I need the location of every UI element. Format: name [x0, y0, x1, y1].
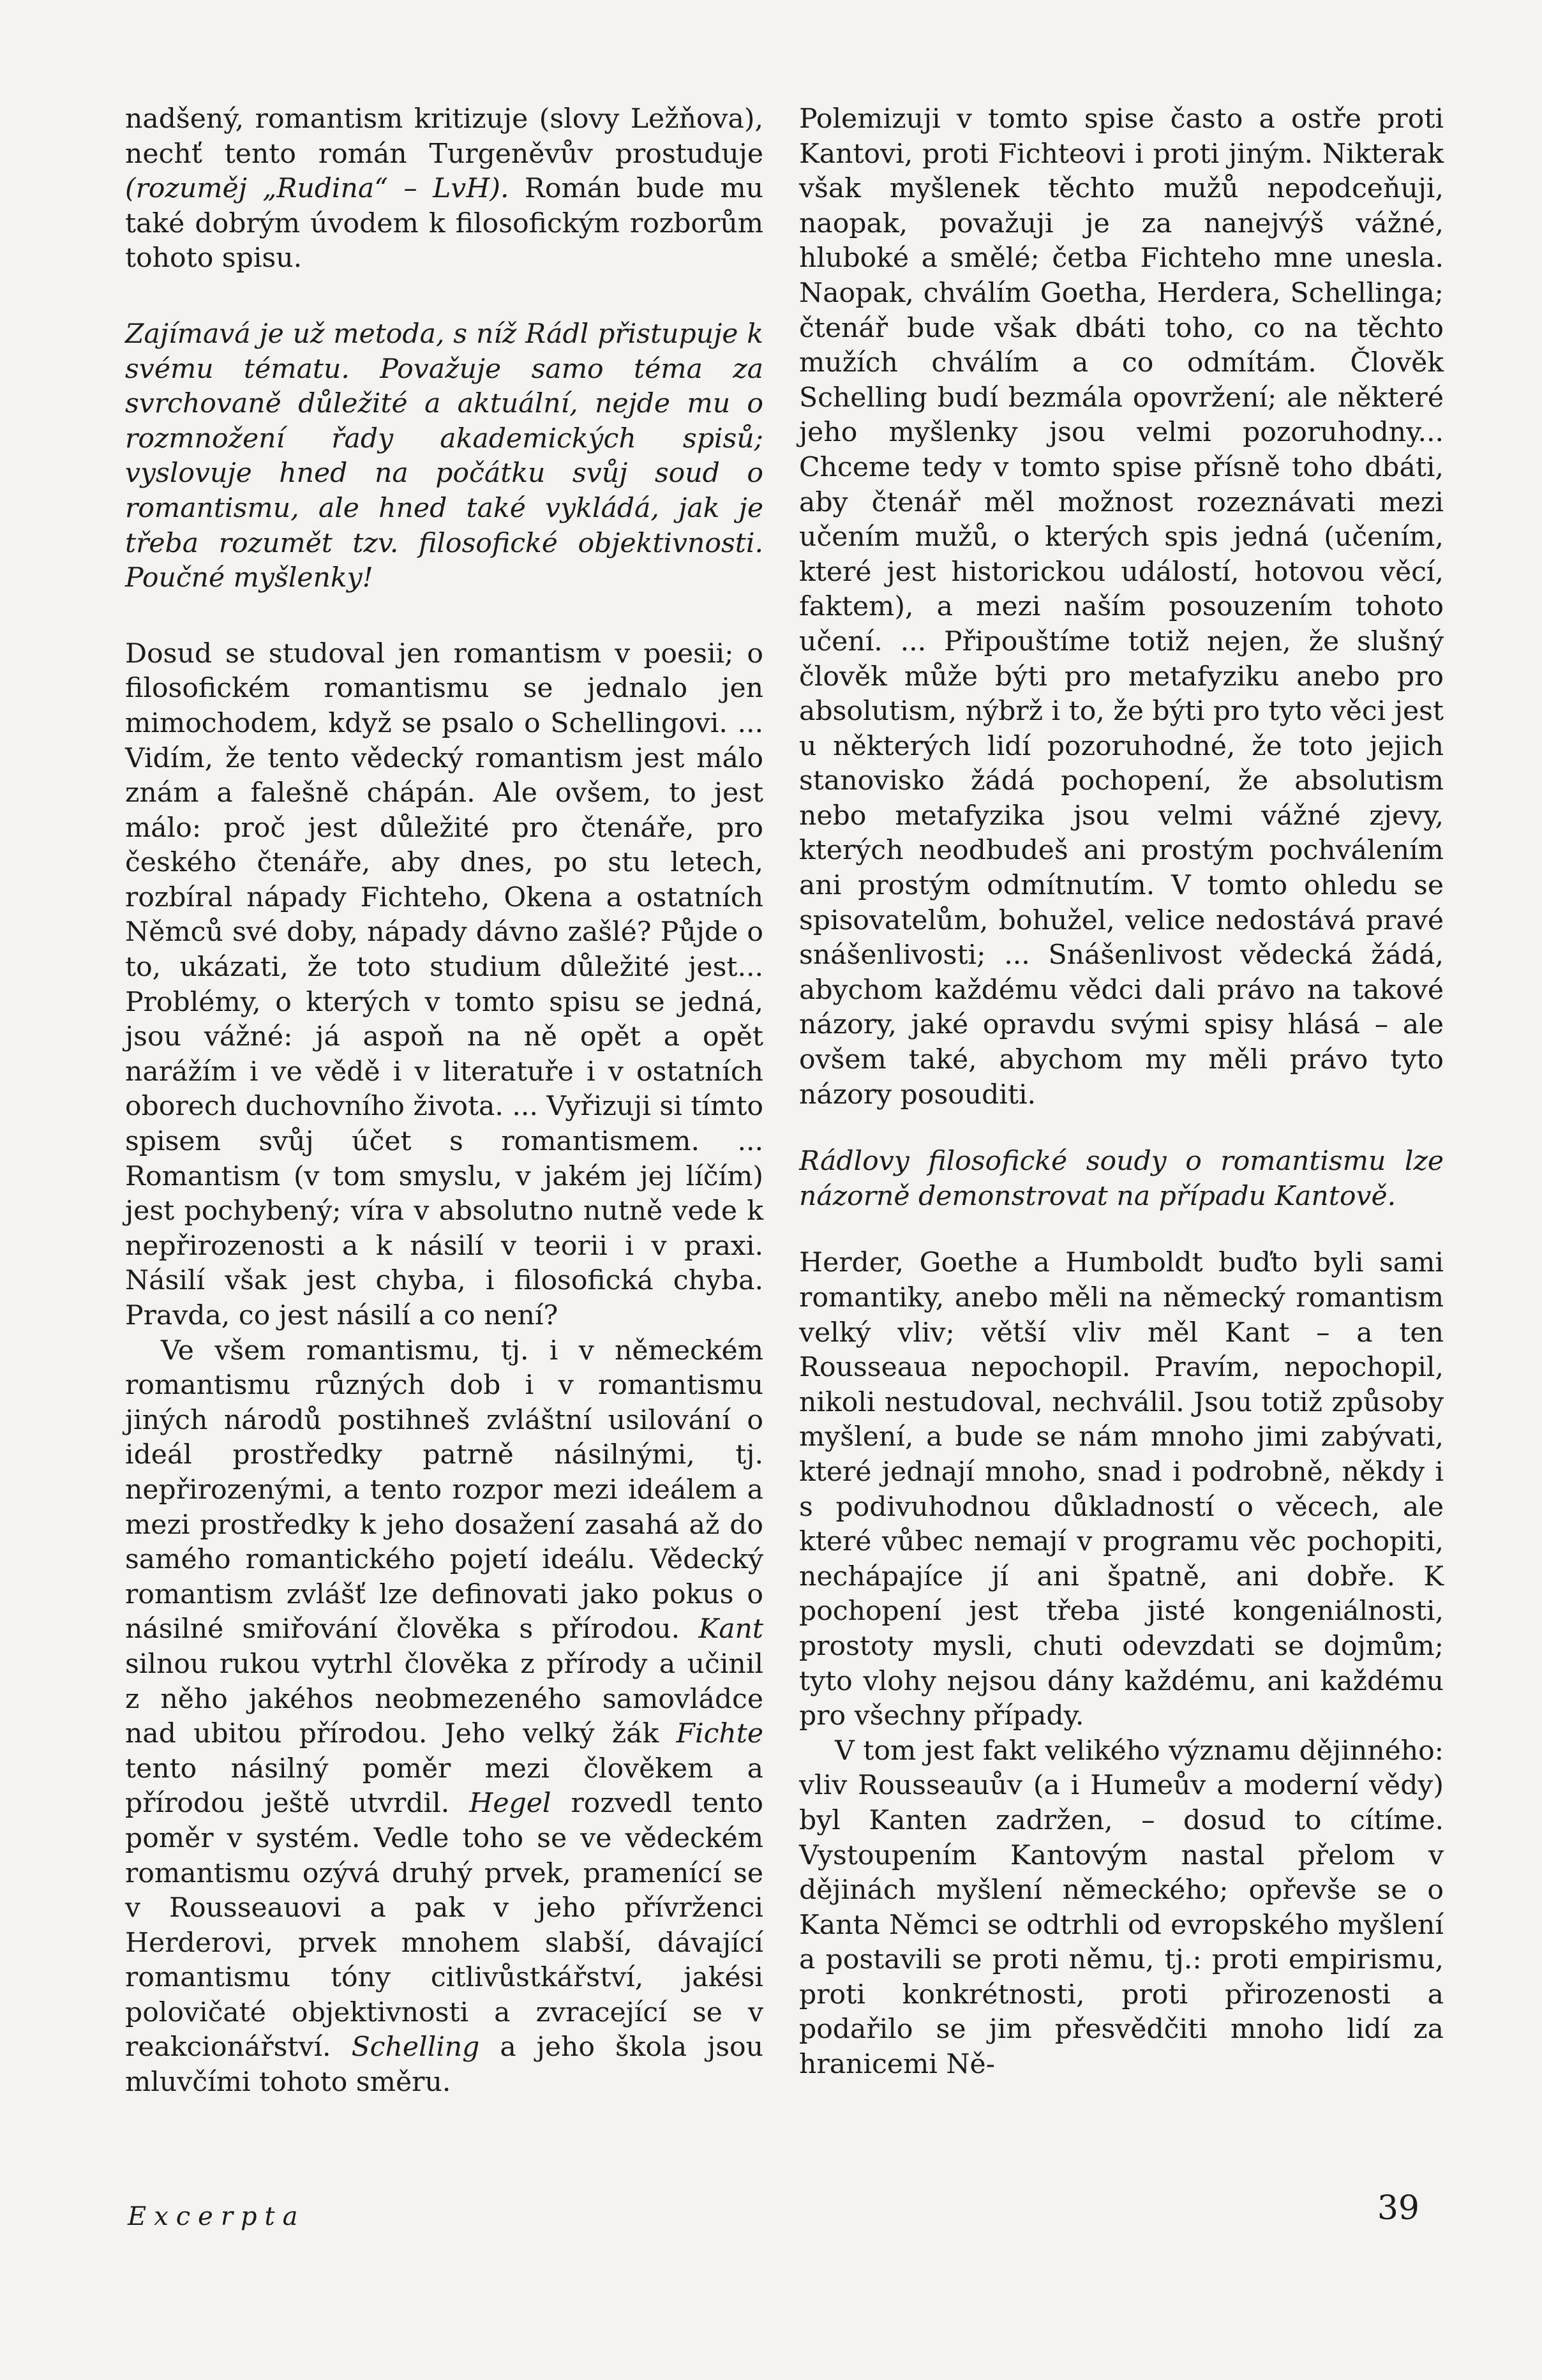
commentary-paragraph: Rádlovy filosofické soudy o romantismu lze názorně demonstrovat na případu Kantově. — [799, 1146, 1444, 1212]
text-run: rozvedl tento poměr v systém. Vedle toho se ve vědeckém romantismu ozývá druhý prvek, pramenící se v Rousseauovi a pak v jeho přívrženci Herderovi, prvek mnohem slabší, dávající romantismu tóny citlivůstkářství, jakési polovičaté objektivnosti a zvracející se v reakcionářství. — [125, 1788, 764, 2063]
text-run: nadšený, romantism kritizuje (slovy Ležňova), nechť tento román Turgeněvův prostuduje — [125, 103, 763, 170]
name-kant: Kant — [698, 1613, 763, 1645]
quoted-paragraph: Polemizuji v tomto spise často a ostře proti Kantovi, proti Fichteovi i proti jiným. Nikterak však myšlenek těchto mužů nepodceňuji, naopak, považuji je za nanejvýš vážné, hluboké a smělé; četba Fichteho mne unesla. Naopak, chválím Goetha, Herdera, Schellinga; čtenář bude však dbáti toho, co na těchto mužích chválím a co odmítám. Člověk Schelling budí bezmála opovržení; ale některé jeho myšlenky jsou velmi pozoruhodny... Chceme tedy v tomto spise přísně toho dbáti, aby čtenář měl možnost rozeznávati mezi učením mužů, o kterých spis jedná (učením, které jest historickou událostí, hotovou věcí, faktem), a mezi naším posouzením tohoto učení. ... Připouštíme totiž nejen, že slušný člověk může býti pro metafyziku anebo pro absolutism, nýbrž i to, že býti pro tyto věci jest u některých lidí pozoruhodné, že toto jejich stanovisko žádá pochopení, že absolutism nebo metafyzika jsou velmi vážné zjevy, kterých neodbudeš ani prostým pochválením ani prostým odmítnutím. V tomto ohledu se spisovatelům, bohužel, velice nedostává pravé snášenlivosti; ... Snášenlivost vědecká žádá, abychom každému vědci dali právo na takové názory, jaké opravdu svými spisy hlásá – ale ovšem také, abychom my měli právo tyto názory posouditi. — [799, 103, 1444, 1111]
text-run: Ve všem romantismu, tj. i v německém romantismu různých dob i v romantismu jiných národů postihneš zvláštní usilování o ideál prostředky patrně násilnými, tj. nepřirozenými, a tento rozpor mezi ideálem a mezi prostředky k jeho dosažení zasahá až do samého romantického pojetí ideálu. Vědecký romantism zvlášť lze definovati jako pokus o násilné smiřování člověka s přírodou. — [125, 1335, 763, 1645]
text-run: tento násilný poměr mezi člověkem a přírodou ještě utvrdil. — [125, 1753, 763, 1820]
right-column — [799, 102, 1444, 2083]
quoted-paragraph: Dosud se studoval jen romantism v poesii; o filosofickém romantismu se jednalo jen mimochodem, když se psalo o Schellingovi. ... Vidím, že tento vědecký romantism jest málo znám a falešně chápán. Ale ovšem, to jest málo: proč jest důležité pro čtenáře, pro českého čtenáře, aby dnes, po stu letech, rozbíral nápady Fichteho, Okena a ostatních Němců své doby, nápady dávno zašlé? Půjde o to, ukázati, že toto studium důležité jest... Problémy, o kterých v tomto spisu se jedná, jsou vážné: já aspoň na ně opět a opět narážím i ve vědě i v literatuře i v ostatních oborech duchovního života. ... Vyřizuji si tímto spisem svůj účet s romantismem. ... Romantism (v tom smyslu, v jakém jej líčím) jest pochybený; víra v absolutno nutně vede k nepřirozenosti a k násilí v teorii i v praxi. Násilí však jest chyba, i filosofická chyba. Pravda, co jest násilí a co není? — [125, 638, 763, 1331]
quoted-paragraph: Herder, Goethe a Humboldt buďto byli sami romantiky, anebo měli na německý romantism velký vliv; větší vliv měl Kant – a ten Rousseaua nepochopil. Pravím, nepochopil, nikoli nestudoval, nechválil. Jsou totiž způsoby myšlení, a bude se nám mnoho jimi zabývati, které jednají mnoho, snad i podrobně, někdy i s podivuhodnou důkladností o věcech, ale které vůbec nemají v programu věc pochopiti, nechápajíce jí ani špatně, ani dobře. K pochopení jest třeba jisté kongeniálnosti, prostoty mysli, chuti odevzdati se dojmům; tyto vlohy nejsou dány každému, ani každému pro všechny případy. — [799, 1247, 1444, 1732]
commentary-paragraph: Zajímavá je už metoda, s níž Rádl přistupuje k svému tématu. Považuje samo téma za svrchovaně důležité a aktuální, nejde mu o rozmnožení řady akademických spisů; vyslovuje hned na počátku svůj soud o romantismu, ale hned také vykládá, jak je třeba rozumět tzv. filosofické objektivnosti. Poučné myšlenky! — [125, 318, 763, 594]
text-run: silnou rukou vytrhl člověka z přírody a učinil z něho jakéhos neobmezeného samovládce nad ubitou přírodou. Jeho velký žák — [125, 1648, 763, 1750]
text-run: Román bude mu také dobrým úvodem k filosofickým rozborům tohoto spisu. — [125, 173, 763, 274]
quoted-paragraph: V tom jest fakt velikého významu dějinného: vliv Rousseauův (a i Humeův a moderní vědy) byl Kanten zadržen, – dosud to cítíme. Vystoupením Kantovým nastal přelom v dějinách myšlení německého; opřevše se o Kanta Němci se odtrhli od evropského myšlení a postavili se proti němu, tj.: proti empirismu, proti konkrétnosti, proti přirozenosti a podařilo se jim přesvědčiti mnoho lidí za hranicemi Ně- — [799, 1735, 1444, 2081]
page-number: 39 — [1377, 2189, 1419, 2227]
italic-citation: (rozuměj „Rudina“ – LvH). — [125, 173, 509, 205]
footer-section-title: Excerpta — [128, 2202, 306, 2231]
paragraph — [125, 102, 763, 276]
quoted-paragraph — [125, 1334, 763, 2100]
name-hegel: Hegel — [469, 1788, 551, 1820]
text-run: a jeho škola jsou mluvčími tohoto směru. — [125, 2032, 763, 2099]
left-column — [125, 102, 763, 2100]
name-fichte: Fichte — [676, 1718, 763, 1750]
name-schelling: Schelling — [351, 2032, 480, 2063]
